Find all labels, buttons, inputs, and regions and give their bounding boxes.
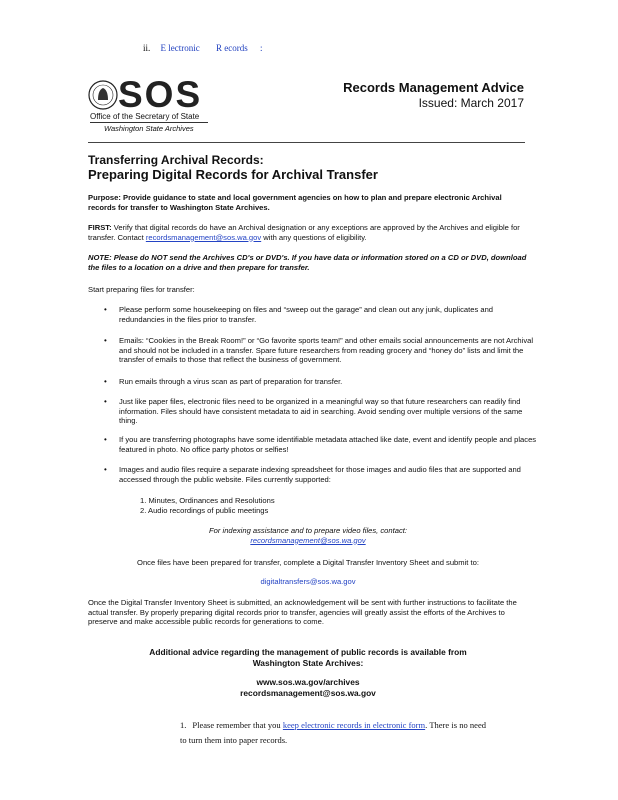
bullet-icon: • <box>104 377 107 386</box>
header-issued: Issued: March 2017 <box>418 96 524 110</box>
supported-list <box>140 496 275 515</box>
bullet-icon: • <box>104 465 107 474</box>
bullet-text: Run emails through a virus scan as part of preparation for transfer. <box>119 377 343 386</box>
first-text-before: Verify that digital records do have an Archival designation or any exceptions are approved by the Archives and eligible for transfer. Contact <box>88 223 520 242</box>
additional-line-2: Washington State Archives: <box>252 657 364 668</box>
keep-electronic-link[interactable]: keep electronic records in electronic form <box>282 720 426 730</box>
indexing-contact <box>88 526 528 545</box>
bullet-icon: • <box>104 397 107 406</box>
top-heading-colon: : <box>260 43 263 53</box>
logo-divider <box>90 122 208 123</box>
top-heading <box>143 43 263 53</box>
once-text: Once files have been prepared for transfer, complete a Digital Transfer Inventory Sheet and submit to: <box>137 558 479 567</box>
header-rule <box>88 142 525 143</box>
indexing-text: For indexing assistance and to prepare video files, contact: <box>209 526 407 535</box>
note-paragraph: NOTE: Please do NOT send the Archives CD's or DVD's. If you have data or information stored on a CD or DVD, download the files to a location on a drive and then prepare for transfer. <box>88 253 527 272</box>
archives-website[interactable]: www.sos.wa.gov/archives <box>256 677 360 687</box>
first-paragraph <box>88 223 528 242</box>
additional-advice <box>88 647 528 698</box>
footer-text-before: Please remember that you <box>192 720 283 730</box>
records-email[interactable]: recordsmanagement@sos.wa.gov <box>240 687 376 698</box>
list-item: 2. Audio recordings of public meetings <box>140 505 269 515</box>
eligibility-email-link[interactable]: recordsmanagement@sos.wa.gov <box>145 232 262 242</box>
bullet-item-6 <box>104 465 537 484</box>
purpose-paragraph: Purpose: Provide guidance to state and local government agencies on how to plan and prepare electronic Archival records for transfer to Washington State Archives. <box>88 193 502 212</box>
closing-paragraph: Once the Digital Transfer Inventory Sheet is submitted, an acknowledgement will be sent with further instructions to facilitate the actual transfer. By properly preparing digital records prior to transfer, agencies will greatly assist the efforts of the Archives to preserve and make accessible public records for generations to come. <box>88 598 517 627</box>
doc-title-line-1: Transferring Archival Records: <box>88 153 264 167</box>
footer-item <box>180 718 486 748</box>
bullet-item-4 <box>104 397 537 426</box>
footer-text-after: . There is no need to turn them into paper records. <box>180 720 486 745</box>
indexing-email-link[interactable]: recordsmanagement@sos.wa.gov <box>250 535 366 545</box>
first-label: FIRST: <box>88 223 112 232</box>
bullet-text: Images and audio files require a separate indexing spreadsheet for those images and audio files that are supported and accessed through the public website. Files currently supported: <box>119 465 521 484</box>
logo-text: SOS <box>118 74 203 115</box>
bullet-item-5 <box>104 435 537 454</box>
bullet-item-1 <box>104 305 537 324</box>
start-text: Start preparing files for transfer: <box>88 285 195 294</box>
bullet-icon: • <box>104 305 107 314</box>
doc-title-line-2: Preparing Digital Records for Archival Transfer <box>88 167 378 182</box>
additional-line-1: Additional advice regarding the management of public records is available from <box>149 647 467 657</box>
top-heading-word-2: R ecords <box>216 43 248 53</box>
bullet-icon: • <box>104 336 107 345</box>
transfer-email-link[interactable]: digitaltransfers@sos.wa.gov <box>260 577 356 586</box>
bullet-item-3 <box>104 377 537 387</box>
bullet-text: If you are transferring photographs have some identifiable metadata attached like date, event and identify people and places featured in photo. No office party photos or selfies! <box>119 435 537 454</box>
logo-line-2: Washington State Archives <box>104 124 194 133</box>
bullet-text: Emails: “Cookies in the Break Room!” or “Go favorite sports team!” and other emails social announcements are not Archival and should not be included in a transfer. Spare future researchers from reading grocery and “honey do” lists and limit the transfer of emails to those that reflect the business of government. <box>119 336 534 365</box>
logo-line-1: Office of the Secretary of State <box>90 112 200 121</box>
sos-logo <box>88 74 210 134</box>
first-text-after: with any questions of eligibility. <box>261 232 367 242</box>
transfer-email-wrap <box>88 577 528 587</box>
list-item: 1. Minutes, Ordinances and Resolutions <box>140 496 275 505</box>
bullet-item-2 <box>104 336 537 365</box>
washington-seal-icon <box>88 80 118 110</box>
bullet-text: Just like paper files, electronic files need to be organized in a meaningful way so that future researchers can readily find information. Files should have consistent metadata to aid in searching. Avoid sending over multiple versions of the same thing. <box>119 397 523 426</box>
top-heading-number: ii. <box>143 43 151 53</box>
top-heading-word-1: E lectronic <box>160 43 200 53</box>
bullet-icon: • <box>104 435 107 444</box>
footer-number: 1. <box>180 720 187 730</box>
header-title: Records Management Advice <box>343 80 524 95</box>
bullet-text: Please perform some housekeeping on files and “sweep out the garage” and clean out any junk, duplicates and redundancies in the files prior to transfer. <box>119 305 494 324</box>
